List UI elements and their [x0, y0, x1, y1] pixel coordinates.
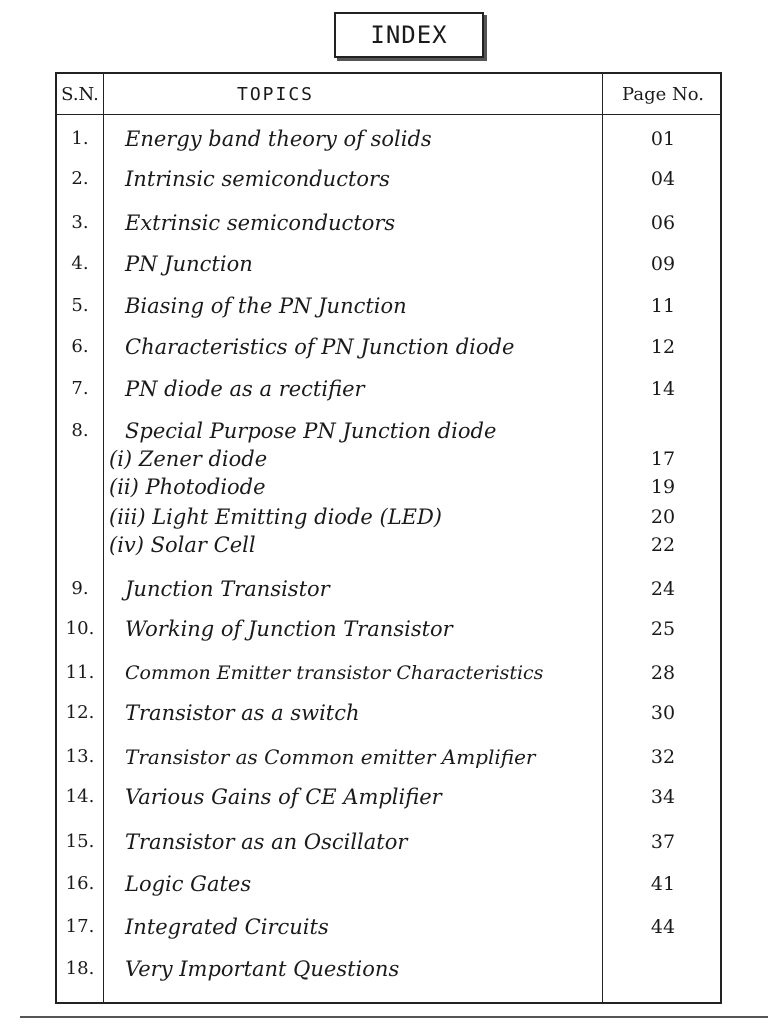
table-row: [57, 827, 720, 857]
row-page: 24: [650, 578, 676, 600]
row-sn: 6.: [71, 336, 89, 357]
table-row: [57, 658, 720, 688]
row-sn: 8.: [71, 420, 89, 441]
row-page: 20: [650, 506, 676, 528]
table-row: [57, 614, 720, 644]
row-topic: Biasing of the PN Junction: [125, 294, 407, 318]
table-row: [57, 374, 720, 404]
row-topic: Energy band theory of solids: [125, 127, 432, 151]
row-page: 06: [650, 212, 676, 234]
row-page: 09: [650, 253, 676, 275]
row-sn: 5.: [71, 295, 89, 316]
row-sn: 18.: [65, 958, 95, 979]
row-sn: 12.: [65, 702, 95, 723]
row-page: 44: [650, 916, 676, 938]
row-topic: Common Emitter transistor Characteristics: [125, 662, 544, 684]
row-sn: 14.: [65, 786, 95, 807]
row-page: 14: [650, 378, 676, 400]
row-topic: Transistor as an Oscillator: [125, 830, 408, 854]
table-row: [57, 574, 720, 604]
row-page: 12: [650, 336, 676, 358]
row-topic: (iii) Light Emitting diode (LED): [109, 505, 442, 529]
row-topic: Transistor as a switch: [125, 701, 360, 725]
row-topic: PN Junction: [125, 252, 253, 276]
row-topic: Working of Junction Transistor: [125, 617, 453, 641]
table-row: [57, 698, 720, 728]
table-row: [57, 912, 720, 942]
row-topic: Characteristics of PN Junction diode: [125, 335, 515, 359]
row-topic: Extrinsic semiconductors: [125, 211, 396, 235]
table-row: [57, 472, 720, 502]
row-topic: (ii) Photodiode: [109, 475, 266, 499]
row-page: 30: [650, 702, 676, 724]
row-page: 19: [650, 476, 676, 498]
row-page: 04: [650, 168, 676, 190]
row-page: 41: [650, 873, 676, 895]
row-sn: 4.: [71, 253, 89, 274]
row-sn: 2.: [71, 168, 89, 189]
row-page: 28: [650, 662, 676, 684]
row-sn: 17.: [65, 916, 95, 937]
table-row: [57, 124, 720, 154]
table-row: [57, 416, 720, 446]
header-page-no: Page No.: [622, 83, 704, 105]
table-row: [57, 332, 720, 362]
table-row: [57, 444, 720, 474]
table-row: [57, 869, 720, 899]
table-row: [57, 208, 720, 238]
row-page: 17: [650, 448, 676, 470]
table-row: [57, 742, 720, 772]
row-topic: Logic Gates: [125, 872, 252, 896]
table-row: [57, 291, 720, 321]
row-topic: Integrated Circuits: [125, 915, 329, 939]
row-page: 25: [650, 618, 676, 640]
table-row: [57, 164, 720, 194]
row-sn: 10.: [65, 618, 95, 639]
row-topic: Special Purpose PN Junction diode: [125, 419, 497, 443]
page-title: INDEX: [334, 12, 484, 58]
table-row: [57, 530, 720, 560]
page-bottom-rule: [20, 1016, 768, 1018]
row-topic: (iv) Solar Cell: [109, 533, 256, 557]
row-topic: Transistor as Common emitter Amplifier: [125, 745, 536, 769]
row-sn: 1.: [71, 128, 89, 149]
header-sn: S.N.: [61, 83, 99, 105]
table-row: [57, 249, 720, 279]
row-sn: 13.: [65, 746, 95, 767]
row-sn: 3.: [71, 212, 89, 233]
header-divider: [57, 114, 720, 115]
table-row: [57, 782, 720, 812]
row-topic: PN diode as a rectifier: [125, 377, 365, 401]
index-table: [55, 72, 722, 1004]
row-page: 01: [650, 128, 676, 150]
row-sn: 16.: [65, 873, 95, 894]
table-row: [57, 954, 720, 984]
row-sn: 9.: [71, 578, 89, 599]
row-page: 22: [650, 534, 676, 556]
row-page: 37: [650, 831, 676, 853]
row-sn: 15.: [65, 831, 95, 852]
row-topic: Very Important Questions: [125, 957, 400, 981]
row-topic: Various Gains of CE Amplifier: [125, 785, 442, 809]
row-topic: Intrinsic semiconductors: [125, 167, 390, 191]
row-sn: 11.: [65, 662, 95, 683]
row-page: 34: [650, 786, 676, 808]
row-topic: (i) Zener diode: [109, 447, 268, 471]
table-row: [57, 502, 720, 532]
row-sn: 7.: [71, 378, 89, 399]
row-topic: Junction Transistor: [125, 577, 330, 601]
row-page: 11: [650, 295, 676, 317]
header-topics: TOPICS: [237, 83, 315, 105]
row-page: 32: [650, 746, 676, 768]
